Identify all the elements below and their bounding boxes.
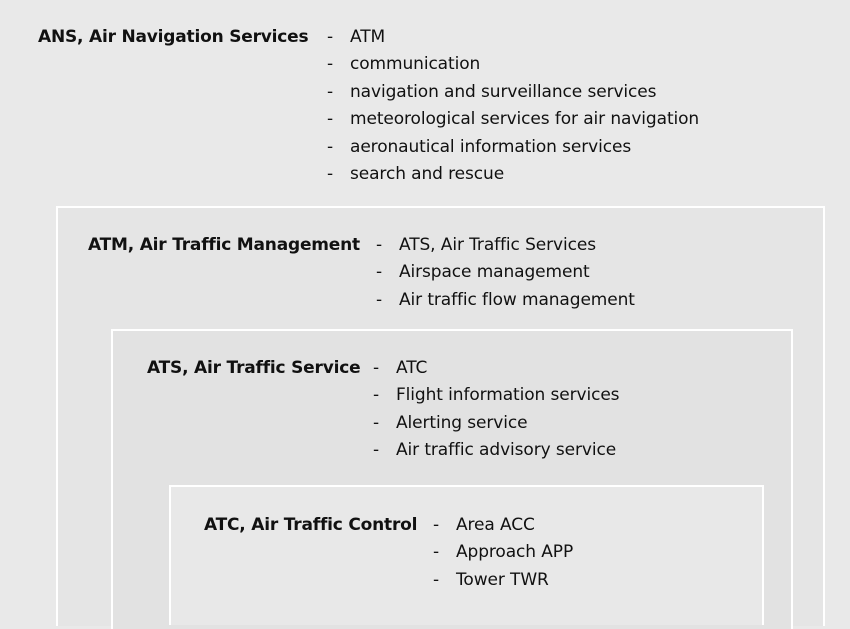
list-item: - ATS, Air Traffic Services [376,232,635,259]
list-item: - meteorological services for air navigation [327,106,699,133]
atm-title: ATM, Air Traffic Management [88,235,360,255]
list-item: - Area ACC [433,512,573,539]
list-item: - Tower TWR [433,567,573,594]
ans-title: ANS, Air Navigation Services [38,27,309,47]
list-item: - ATC [373,355,619,382]
list-item: - navigation and surveillance services [327,79,699,106]
list-item: - Airspace management [376,259,635,286]
atm-list [376,232,635,314]
ats-title: ATS, Air Traffic Service [147,358,361,378]
list-item: - search and rescue [327,161,699,188]
list-item: - Approach APP [433,539,573,566]
atc-title: ATC, Air Traffic Control [204,515,418,535]
list-item: - aeronautical information services [327,134,699,161]
list-item: - Flight information services [373,382,619,409]
list-item: - Alerting service [373,410,619,437]
list-item: - Air traffic flow management [376,287,635,314]
list-item: - ATM [327,24,699,51]
list-item: - communication [327,51,699,78]
ans-list [327,24,699,188]
list-item: - Air traffic advisory service [373,437,619,464]
ats-list [373,355,619,465]
atc-list [433,512,573,594]
